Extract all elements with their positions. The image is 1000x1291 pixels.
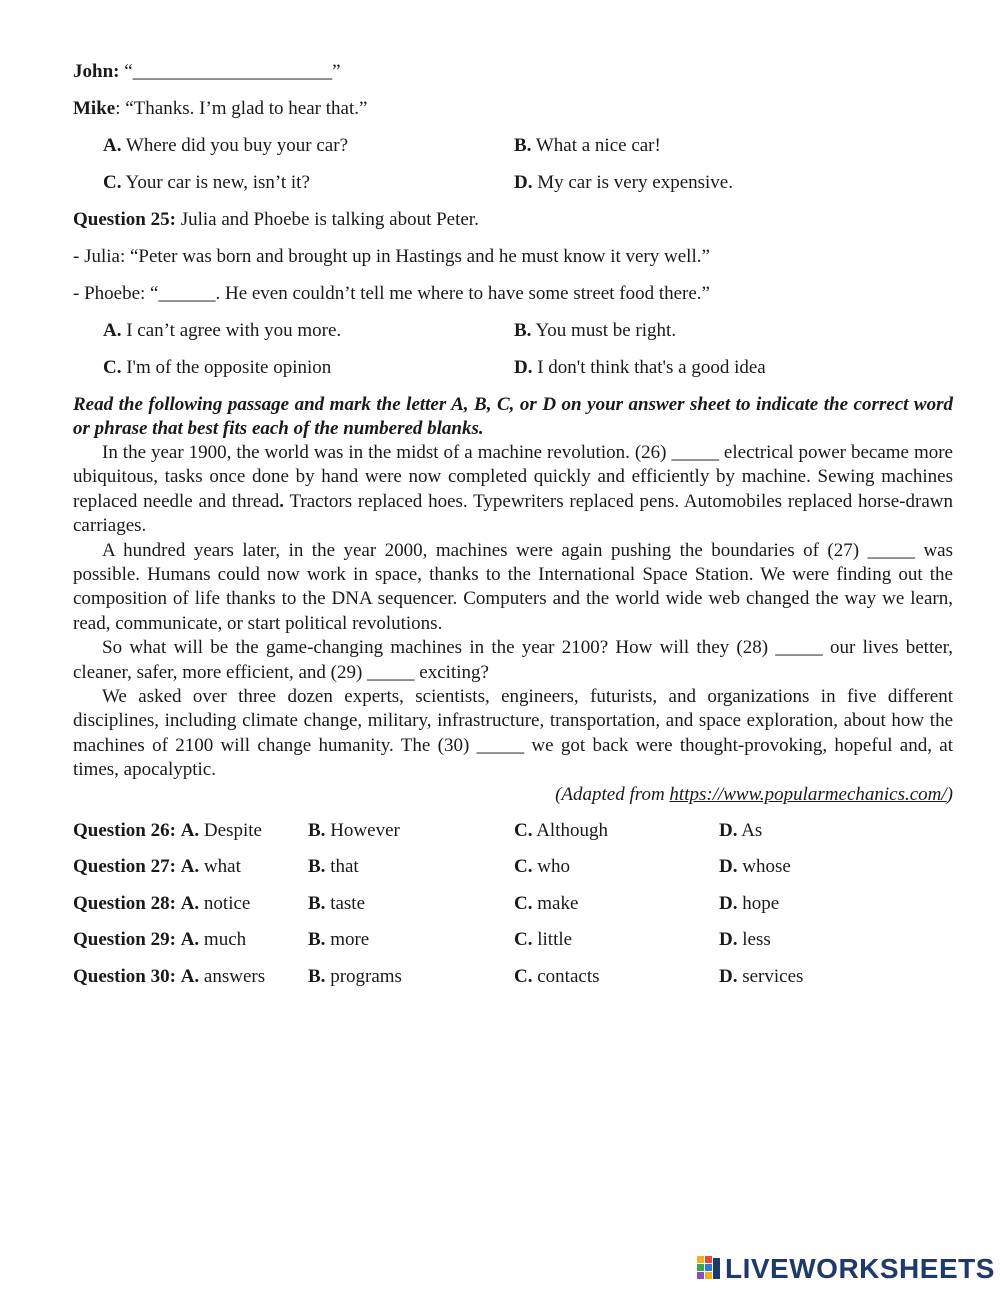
option-text: contacts bbox=[537, 966, 600, 988]
option-text: whose bbox=[742, 856, 791, 878]
q25-option-d[interactable] bbox=[514, 354, 766, 391]
option-text: more bbox=[330, 929, 370, 951]
q-option-a[interactable] bbox=[73, 963, 308, 1000]
john-line bbox=[73, 58, 953, 95]
q-option-d[interactable] bbox=[719, 817, 762, 854]
q-option-a[interactable] bbox=[73, 926, 308, 963]
option-letter: B. bbox=[308, 929, 326, 951]
passage-paragraph-2: A hundred years later, in the year 2000, machines were again pushing the boundaries of (27) _____ was possible. Humans could now work in space, thanks to the International Space Station. We were finding out the composition of life thanks to the DNA sequencer. Computers and the world wide web changed the way we learn, read, communicate, or start political revolutions. bbox=[73, 539, 953, 634]
option-letter: A. bbox=[180, 966, 200, 988]
option-letter: B. bbox=[308, 966, 326, 988]
passage-text: In the year 1900, the world was in the midst of a machine revolution. (26) _____ electrical power became more ubiquitous, tasks once done by hand were now completed quickly and efficiently by machine. Sewing machines replaced needle and thread bbox=[73, 442, 953, 512]
q-option-a[interactable] bbox=[73, 890, 308, 927]
q-option-b[interactable] bbox=[308, 890, 514, 927]
option-text: much bbox=[203, 929, 247, 951]
q-option-a[interactable] bbox=[73, 817, 308, 854]
q24-options-row-1 bbox=[73, 132, 953, 169]
option-letter: B. bbox=[308, 892, 326, 914]
option-letter: A. bbox=[103, 135, 122, 156]
source-suffix: ) bbox=[946, 783, 953, 805]
q25-option-c[interactable] bbox=[73, 354, 514, 391]
option-letter: C. bbox=[514, 966, 533, 988]
option-letter: A. bbox=[103, 320, 122, 341]
option-text: what bbox=[203, 856, 241, 878]
option-letter: D. bbox=[719, 929, 738, 951]
question-row bbox=[73, 817, 953, 854]
john-text: “_____________________” bbox=[119, 61, 341, 82]
q25-options-row-1 bbox=[73, 317, 953, 354]
option-letter: C. bbox=[103, 357, 122, 378]
q24-options-row-2 bbox=[73, 169, 953, 206]
q-option-b[interactable] bbox=[308, 853, 514, 890]
option-text: My car is very expensive. bbox=[532, 172, 733, 193]
option-text: You must be right. bbox=[531, 320, 677, 341]
option-letter: A. bbox=[180, 892, 200, 914]
passage-text: Tractors replaced hoes. Typewriters replaced pens. Automobiles replaced horse-drawn carriages. bbox=[73, 490, 953, 537]
option-letter: B. bbox=[514, 320, 532, 341]
julia-line: - Julia: “Peter was born and brought up in Hastings and he must know it very well.” bbox=[73, 246, 710, 267]
question-label: Question 26: bbox=[73, 819, 176, 841]
q24-option-d[interactable] bbox=[514, 169, 733, 206]
option-letter: D. bbox=[719, 892, 738, 914]
q25-options-row-2 bbox=[73, 354, 953, 391]
q-option-d[interactable] bbox=[719, 926, 771, 963]
option-letter: A. bbox=[180, 929, 200, 951]
q25-label: Question 25: bbox=[73, 209, 176, 230]
q-option-d[interactable] bbox=[719, 963, 803, 1000]
option-letter: C. bbox=[514, 929, 533, 951]
passage-paragraph-3: So what will be the game-changing machines in the year 2100? How will they (28) _____ our lives better, cleaner, safer, more efficient, and (29) _____ exciting? bbox=[73, 637, 953, 683]
option-text: I'm of the opposite opinion bbox=[121, 357, 332, 378]
worksheet-page bbox=[73, 58, 953, 1000]
option-text: hope bbox=[742, 892, 780, 914]
option-letter: C. bbox=[514, 856, 533, 878]
reading-passage bbox=[73, 441, 953, 783]
passage-paragraph-4: We asked over three dozen experts, scientists, engineers, futurists, and organizations in five different disciplines, including climate change, military, infrastructure, transportation, and space exploration, about how the machines of 2100 will change humanity. The (30) _____ we got back were thought-provoking, hopeful and, at times, apocalyptic. bbox=[73, 686, 953, 781]
option-text: answers bbox=[203, 966, 266, 988]
option-text: make bbox=[537, 892, 579, 914]
question-label: Question 30: bbox=[73, 966, 176, 988]
source-prefix: (Adapted from bbox=[555, 783, 670, 805]
reading-instruction: Read the following passage and mark the letter A, B, C, or D on your answer sheet to indicate the correct word or phrase that best fits each of the numbered blanks. bbox=[73, 394, 953, 439]
option-letter: B. bbox=[308, 856, 326, 878]
mike-label: Mike bbox=[73, 98, 116, 119]
q-option-d[interactable] bbox=[719, 853, 791, 890]
q-option-b[interactable] bbox=[308, 963, 514, 1000]
john-label: John: bbox=[73, 61, 120, 82]
option-letter: B. bbox=[514, 135, 532, 156]
q24-option-c[interactable] bbox=[73, 169, 514, 206]
question-label: Question 27: bbox=[73, 856, 176, 878]
source-citation bbox=[73, 783, 953, 817]
q-option-a[interactable] bbox=[73, 853, 308, 890]
option-text: However bbox=[330, 819, 400, 841]
q-option-c[interactable] bbox=[514, 853, 719, 890]
liveworksheets-logo-text: LIVEWORKSHEETS bbox=[725, 1253, 995, 1284]
option-letter: C. bbox=[103, 172, 122, 193]
option-letter: A. bbox=[180, 819, 200, 841]
option-text: Despite bbox=[203, 819, 262, 841]
option-text: notice bbox=[203, 892, 251, 914]
q25-option-b[interactable] bbox=[514, 317, 676, 354]
mike-text: : “Thanks. I’m glad to hear that.” bbox=[115, 98, 368, 119]
source-link[interactable]: https://www.popularmechanics.com/ bbox=[669, 783, 947, 805]
option-text: little bbox=[537, 929, 573, 951]
option-text: less bbox=[742, 929, 771, 951]
q-option-c[interactable] bbox=[514, 926, 719, 963]
option-letter: C. bbox=[514, 819, 533, 841]
option-text: who bbox=[537, 856, 570, 878]
q-option-c[interactable] bbox=[514, 817, 719, 854]
question-row bbox=[73, 963, 953, 1000]
q-option-d[interactable] bbox=[719, 890, 779, 927]
q25-stem-text: Julia and Phoebe is talking about Peter. bbox=[175, 209, 479, 230]
q24-option-a[interactable] bbox=[73, 132, 514, 169]
question-label: Question 28: bbox=[73, 892, 176, 914]
option-text: What a nice car! bbox=[531, 135, 661, 156]
passage-paragraph-1 bbox=[73, 441, 953, 539]
phoebe-line: - Phoebe: “______. He even couldn’t tell me where to have some street food there.” bbox=[73, 283, 710, 304]
question-row bbox=[73, 890, 953, 927]
q-option-c[interactable] bbox=[514, 890, 719, 927]
q-option-b[interactable] bbox=[308, 817, 514, 854]
option-letter: A. bbox=[180, 856, 200, 878]
option-text: Your car is new, isn’t it? bbox=[121, 172, 310, 193]
option-letter: D. bbox=[514, 357, 533, 378]
option-text: services bbox=[742, 966, 804, 988]
option-letter: D. bbox=[719, 819, 738, 841]
option-letter: D. bbox=[719, 966, 738, 988]
q25-option-a[interactable] bbox=[73, 317, 514, 354]
question-list bbox=[73, 817, 953, 1000]
question-row bbox=[73, 926, 953, 963]
q-option-c[interactable] bbox=[514, 963, 719, 1000]
option-letter: C. bbox=[514, 892, 533, 914]
option-letter: D. bbox=[719, 856, 738, 878]
mike-line bbox=[73, 95, 953, 132]
option-text: I can’t agree with you more. bbox=[121, 320, 342, 341]
question-row bbox=[73, 853, 953, 890]
option-text: Although bbox=[536, 819, 608, 841]
liveworksheets-logo[interactable] bbox=[697, 1255, 995, 1283]
liveworksheets-logo-icon bbox=[697, 1256, 721, 1282]
option-text: As bbox=[741, 819, 763, 841]
passage-bold-dot: . bbox=[279, 490, 285, 512]
option-letter: D. bbox=[514, 172, 533, 193]
question-label: Question 29: bbox=[73, 929, 176, 951]
option-text: Where did you buy your car? bbox=[121, 135, 348, 156]
option-text: that bbox=[330, 856, 359, 878]
option-text: taste bbox=[330, 892, 366, 914]
q25-stem bbox=[73, 206, 953, 243]
option-text: I don't think that's a good idea bbox=[532, 357, 766, 378]
q-option-b[interactable] bbox=[308, 926, 514, 963]
option-text: programs bbox=[330, 966, 402, 988]
q24-option-b[interactable] bbox=[514, 132, 661, 169]
option-letter: B. bbox=[308, 819, 326, 841]
